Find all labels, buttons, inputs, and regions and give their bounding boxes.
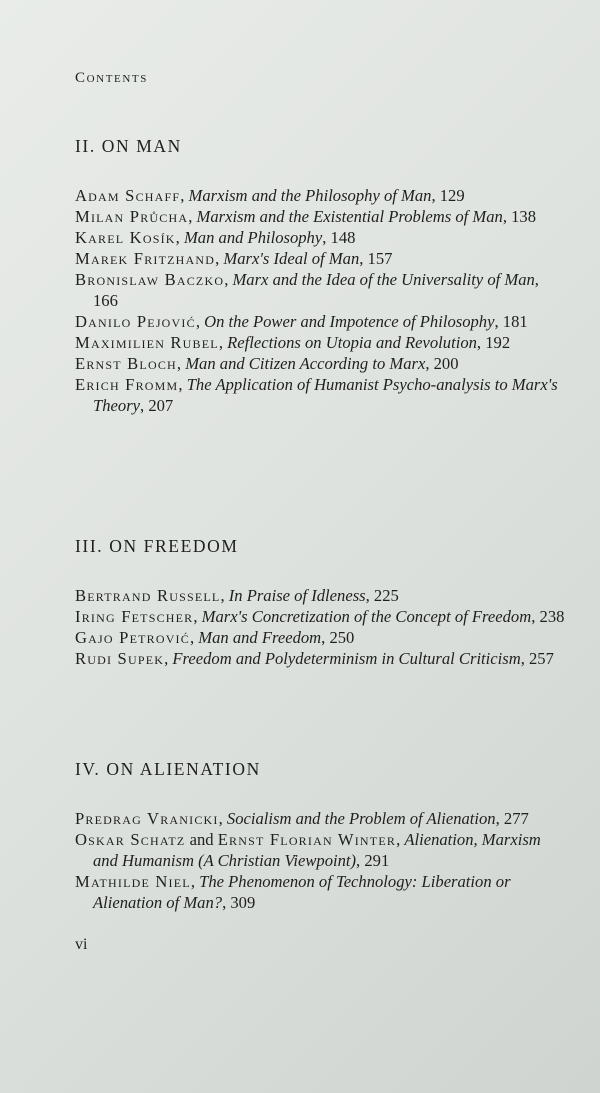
entry-page: , 225 bbox=[365, 586, 399, 605]
entry-title: Man and Philosophy bbox=[183, 228, 323, 247]
toc-entry[interactable] bbox=[75, 332, 565, 353]
entry-page: , 181 bbox=[494, 312, 528, 331]
entry-separator: , bbox=[396, 830, 405, 849]
entry-page: , 250 bbox=[321, 628, 355, 647]
entry-author-2: Ernst Florian Winter bbox=[217, 830, 397, 849]
entry-author: Erich Fromm bbox=[75, 375, 179, 394]
toc-entry[interactable] bbox=[75, 374, 565, 416]
entry-page: , 291 bbox=[356, 851, 390, 870]
toc-entry[interactable] bbox=[75, 227, 565, 248]
entry-title: Marxism and the Philosophy of Man bbox=[188, 186, 432, 205]
toc-entry[interactable] bbox=[75, 311, 565, 332]
section-title-on-freedom: III. ON FREEDOM bbox=[75, 536, 239, 556]
entry-title: Socialism and the Problem of Alienation bbox=[226, 809, 496, 828]
entry-page: , 309 bbox=[222, 893, 256, 912]
entry-page: , 238 bbox=[531, 607, 565, 626]
entry-page: , 257 bbox=[520, 649, 554, 668]
entry-page: , 277 bbox=[495, 809, 529, 828]
entry-title: Marx and the Idea of the Universality of Man bbox=[232, 270, 535, 289]
toc-entry[interactable] bbox=[75, 871, 565, 913]
entry-author: Danilo Pejović bbox=[75, 312, 196, 331]
entry-page: , 129 bbox=[431, 186, 465, 205]
entry-separator: , bbox=[195, 312, 205, 331]
entry-separator: , bbox=[190, 872, 200, 891]
entry-separator: , bbox=[224, 270, 233, 289]
contents-heading: Contents bbox=[75, 70, 148, 86]
entry-title: Marx's Ideal of Man bbox=[223, 249, 360, 268]
entry-author: Karel Kosík bbox=[75, 228, 176, 247]
entry-page: , 148 bbox=[322, 228, 356, 247]
entry-title: Reflections on Utopia and Revolution bbox=[227, 333, 477, 352]
entry-separator: , bbox=[180, 186, 189, 205]
section-entries-on-man bbox=[75, 185, 565, 416]
entry-title: The Phenomenon of Technology: Liberation or Alienation of Man? bbox=[93, 872, 511, 912]
toc-entry[interactable] bbox=[75, 585, 565, 606]
entry-separator: , bbox=[218, 333, 228, 352]
section-title-on-alienation: IV. ON ALIENATION bbox=[75, 759, 261, 779]
entry-author: Bronislaw Baczko bbox=[75, 270, 225, 289]
entry-title: Marx's Concretization of the Concept of Freedom bbox=[201, 607, 532, 626]
section-entries-on-freedom bbox=[75, 585, 565, 669]
toc-entry[interactable] bbox=[75, 269, 565, 311]
toc-entry[interactable] bbox=[75, 829, 565, 871]
entry-author: Ernst Bloch bbox=[75, 354, 177, 373]
section-title-on-man: II. ON MAN bbox=[75, 136, 182, 156]
entry-title: Man and Freedom bbox=[198, 628, 322, 647]
section-entries-on-alienation bbox=[75, 808, 565, 913]
entry-title: Alienation, Marxism and Humanism (A Christian Viewpoint) bbox=[93, 830, 541, 870]
entry-separator: , bbox=[178, 375, 187, 394]
entry-title: Marxism and the Existential Problems of Man bbox=[196, 207, 503, 226]
entry-author: Iring Fetscher bbox=[75, 607, 194, 626]
entry-separator: , bbox=[215, 249, 224, 268]
entry-separator: , bbox=[188, 207, 197, 226]
entry-title: In Praise of Idleness bbox=[228, 586, 366, 605]
toc-entry[interactable] bbox=[75, 808, 565, 829]
entry-author: Adam Schaff bbox=[75, 186, 181, 205]
entry-conjunction: and bbox=[185, 830, 218, 849]
entry-title: The Application of Humanist Psycho-analysis to Marx's Theory bbox=[93, 375, 558, 415]
entry-page: , 192 bbox=[476, 333, 511, 352]
entry-separator: , bbox=[193, 607, 202, 626]
toc-entry[interactable] bbox=[75, 627, 565, 648]
toc-entry[interactable] bbox=[75, 185, 565, 206]
entry-separator: , bbox=[218, 809, 227, 828]
entry-page: , 166 bbox=[93, 270, 539, 310]
toc-entry[interactable] bbox=[75, 606, 565, 627]
entry-author: Maximilien Rubel bbox=[75, 333, 219, 352]
entry-title: Freedom and Polydeterminism in Cultural Criticism bbox=[172, 649, 521, 668]
entry-separator: , bbox=[189, 628, 199, 647]
entry-page: , 157 bbox=[359, 249, 393, 268]
entry-author: Bertrand Russell bbox=[75, 586, 221, 605]
entry-author: Marek Fritzhand bbox=[75, 249, 216, 268]
entry-author: Oskar Schatz bbox=[75, 830, 186, 849]
entry-author: Milan Průcha bbox=[75, 207, 189, 226]
entry-separator: , bbox=[176, 354, 186, 373]
toc-entry[interactable] bbox=[75, 206, 565, 227]
entry-page: , 200 bbox=[425, 354, 459, 373]
entry-author: Mathilde Niel bbox=[75, 872, 191, 891]
entry-separator: , bbox=[220, 586, 229, 605]
entry-title: Man and Citizen According to Marx bbox=[185, 354, 426, 373]
toc-entry[interactable] bbox=[75, 648, 565, 669]
entry-author: Gajo Petrović bbox=[75, 628, 190, 647]
entry-author: Predrag Vranicki bbox=[75, 809, 219, 828]
entry-author: Rudi Supek bbox=[75, 649, 165, 668]
entry-page: , 138 bbox=[502, 207, 537, 226]
entry-separator: , bbox=[175, 228, 184, 247]
entry-page: , 207 bbox=[140, 396, 174, 415]
page-number: vi bbox=[75, 936, 88, 953]
entry-title: On the Power and Impotence of Philosophy bbox=[204, 312, 495, 331]
entry-separator: , bbox=[164, 649, 173, 668]
toc-entry[interactable] bbox=[75, 353, 565, 374]
toc-entry[interactable] bbox=[75, 248, 565, 269]
